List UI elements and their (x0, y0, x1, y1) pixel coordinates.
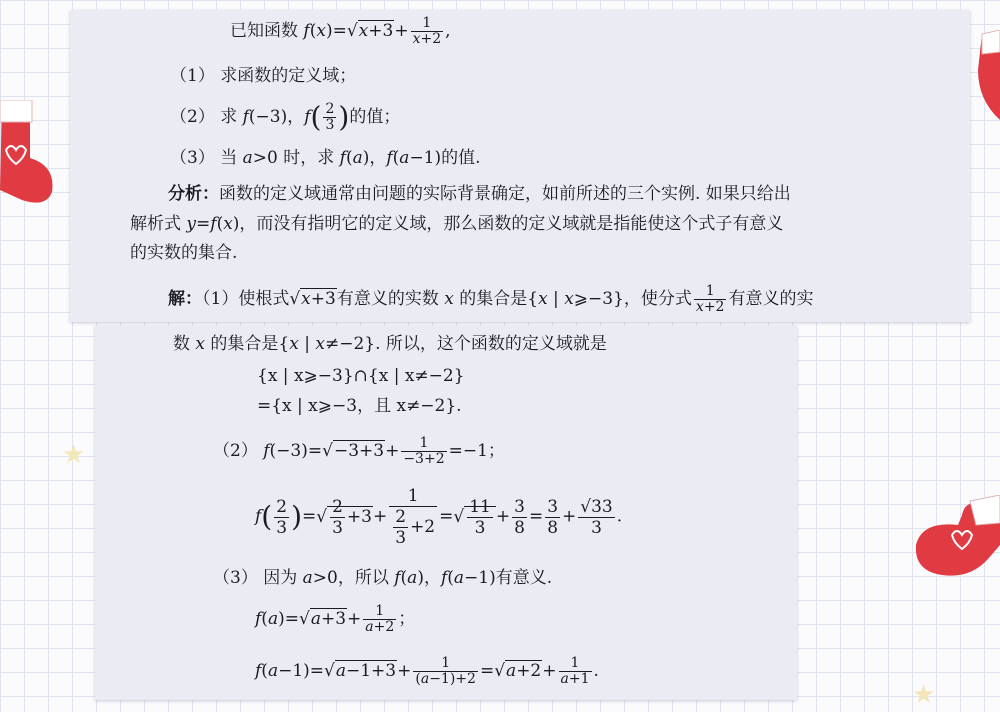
solution-1-line-2: 数 x 的集合是{x | x≠−2}. 所以，这个函数的定义域就是 (173, 334, 607, 354)
question-1: （1） 求函数的定义域； (170, 66, 357, 86)
christmas-sock-right-icon (912, 495, 1000, 585)
solution-2-line-1: （2） f(−3)=√−3+3+ $\frac{1}{-3+2}$ =−1； (213, 435, 505, 467)
solution-1-line-1: 解：（1）使根式√x+3有意义的实数 x 的集合是{x | x⩾−3}，使分式 $\frac{1}{x+2}$ 有意义的实 (168, 283, 814, 315)
domain-intersection: {x | x⩾−3}∩{x | x≠−2} (257, 366, 465, 386)
solution-2-line-2: f( $\frac{2}{3}$ )=√ $\frac{2}{3}$ +3+ 1 $\frac{2}{3}$ +2 =√ $\frac{11}{3}$ + $\frac{3}{8}$ = $\frac{3}{8}$ + $\frac{√33}{3}$ . (255, 486, 623, 548)
analysis-line-3: 的实数的集合. (130, 243, 238, 263)
solution-3-f-a: f(a)=√a+3+ $\frac{1}{a+2}$ ； (255, 603, 416, 635)
intro-text: 已知函数 (230, 21, 298, 41)
solution-card (95, 326, 797, 700)
problem-card (70, 10, 970, 322)
solution-3-f-a-minus-1: f(a−1)=√a−1+3+ $\frac{1}{(a-1)+2}$ =√a+2+ $\frac{1}{a+1}$ . (255, 655, 599, 687)
question-2: （2） 求 f(−3)，f( $\frac{2}{3}$ )的值； (170, 100, 401, 134)
analysis-line-2: 解析式 y=f(x)，而没有指明它的定义域，那么函数的定义域就是指能使这个式子有意义 (130, 214, 784, 234)
domain-result: ={x | x⩾−3，且 x≠−2}. (257, 396, 462, 416)
analysis-line-1: 分析：函数的定义域通常由问题的实际背景确定，如前所述的三个实例. 如果只给出 (168, 184, 791, 204)
problem-statement: 已知函数 f(x)=√x+3+ $\frac{1}{x+2}$ , (230, 15, 451, 47)
star-icon: ★ (912, 680, 936, 710)
christmas-sock-top-right-icon (978, 30, 1000, 120)
christmas-sock-left-icon (0, 100, 60, 210)
star-icon: ★ (62, 440, 86, 470)
question-3: （3） 当 a>0 时，求 f(a)，f(a−1)的值. (170, 148, 481, 168)
solution-3-line-1: （3） 因为 a>0，所以 f(a)，f(a−1)有意义. (213, 568, 553, 588)
